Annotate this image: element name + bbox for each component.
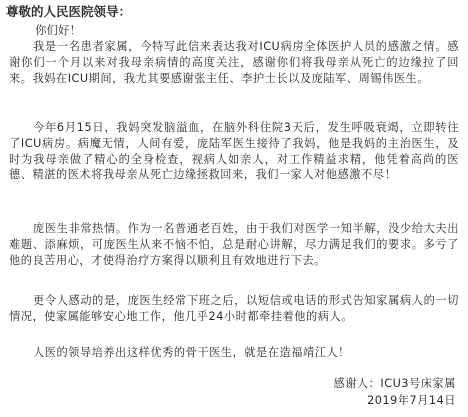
letter-paragraph: 今年6月15日，我妈突发脑溢血，在脑外科住院3天后，发生呼吸衰竭，立即转往了ICU病房。病魔无情，人间有爱，庞陆军医生接待了我妈，他是我妈的主治医生，及时为我母亲做了精心的全身检查，视病人如亲人，对工作精益求精，他凭着高尚的医德、精湛的医术将我母亲从死亡边缘拯救回来，我们一家人对他感激不尽！	[9, 121, 459, 182]
letter-date: 2019年7月14日	[367, 394, 456, 407]
letter-paragraph: 更令人感动的是，庞医生经常下班之后，以短信或电话的形式告知家属病人的一切情况，使家属能够安心地工作，他几乎24小时都牵挂着他的病人。	[9, 294, 459, 323]
letter-paragraph: 我是一名患者家属，今特写此信来表达我对ICU病房全体医护人员的感激之情。感谢你们一个月以来对我母亲病情的高度关注，感谢你们将我母亲从死亡的边缘拉了回来。我妈在ICU期间，我尤其要感谢张主任、李护士长以及庞陆军、周锡伟医生。	[9, 40, 459, 85]
letter-paragraph: 人医的领导培养出这样优秀的骨干医生，就是在造福靖江人！	[33, 346, 350, 359]
letter-greeting: 尊敬的人民医院领导：	[6, 4, 132, 19]
letter-signature: 感谢人：ICU3号床家属	[333, 377, 456, 390]
letter-paragraph: 庞医生非常热情。作为一名普通老百姓，由于我们对医学一知半解，没少给大夫出难题、添麻烦，可庞医生从来不恼不怕，总是耐心讲解，尽力满足我们的要求。多亏了他的良苦用心，才使得治疗方案得以顺利且有效地进行下去。	[9, 222, 459, 267]
letter-salutation: 你们好！	[35, 23, 81, 37]
